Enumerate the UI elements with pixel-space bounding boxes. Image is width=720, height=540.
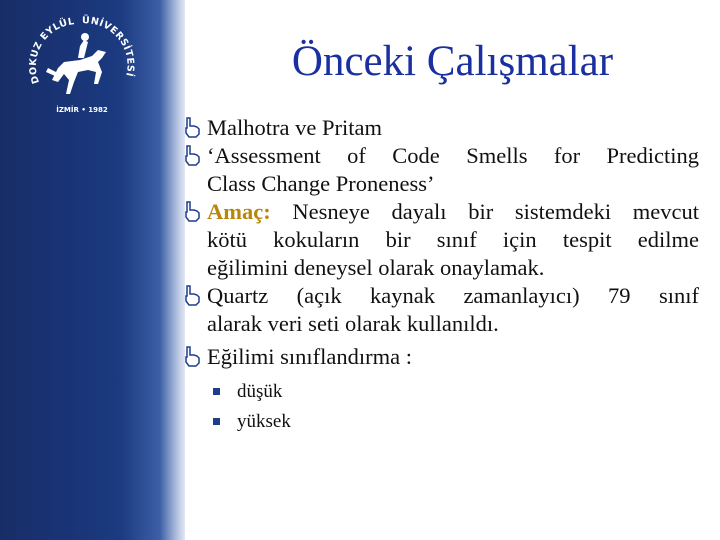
bullet-item: ‘Assessment of Code Smells for Predicting	[183, 142, 699, 170]
bullet-item: Eğilimi sınıflandırma :	[183, 343, 699, 371]
slide-content	[183, 114, 699, 437]
square-icon	[213, 418, 220, 425]
slide-title: Önceki Çalışmalar	[291, 38, 614, 85]
pointing-hand-icon	[183, 345, 202, 367]
bullet-item: Amaç: Nesneye dayalı bir sistemdeki mevcut	[183, 198, 699, 226]
pointing-hand-icon	[183, 200, 202, 222]
bullet-continuation: alarak veri seti olarak kullanıldı.	[207, 311, 499, 336]
bullet-continuation: eğilimini deneysel olarak onaylamak.	[207, 255, 545, 280]
svg-text:ÜNİVERSİTESİ: ÜNİVERSİTESİ	[81, 15, 136, 78]
horse-rider-icon	[46, 33, 106, 94]
square-icon	[213, 388, 220, 395]
bullet-item: Malhotra ve Pritam	[183, 114, 699, 142]
svg-text:İZMİR • 1982: İZMİR • 1982	[56, 106, 108, 114]
bullet-continuation: Class Change Proneness’	[207, 171, 435, 196]
sub-list-item: düşük	[183, 377, 699, 407]
pointing-hand-icon	[183, 116, 202, 138]
pointing-hand-icon	[183, 144, 202, 166]
keyword-label: Amaç:	[207, 199, 271, 224]
sub-list-item: yüksek	[183, 407, 699, 437]
pointing-hand-icon	[183, 284, 202, 306]
svg-text:DOKUZ EYLÜL: DOKUZ EYLÜL	[27, 16, 76, 86]
bullet-continuation: kötü kokuların bir sınıf için tespit edilme	[207, 227, 699, 252]
university-logo	[22, 10, 140, 118]
bullet-item: Quartz (açık kaynak zamanlayıcı) 79 sınıf	[183, 282, 699, 310]
